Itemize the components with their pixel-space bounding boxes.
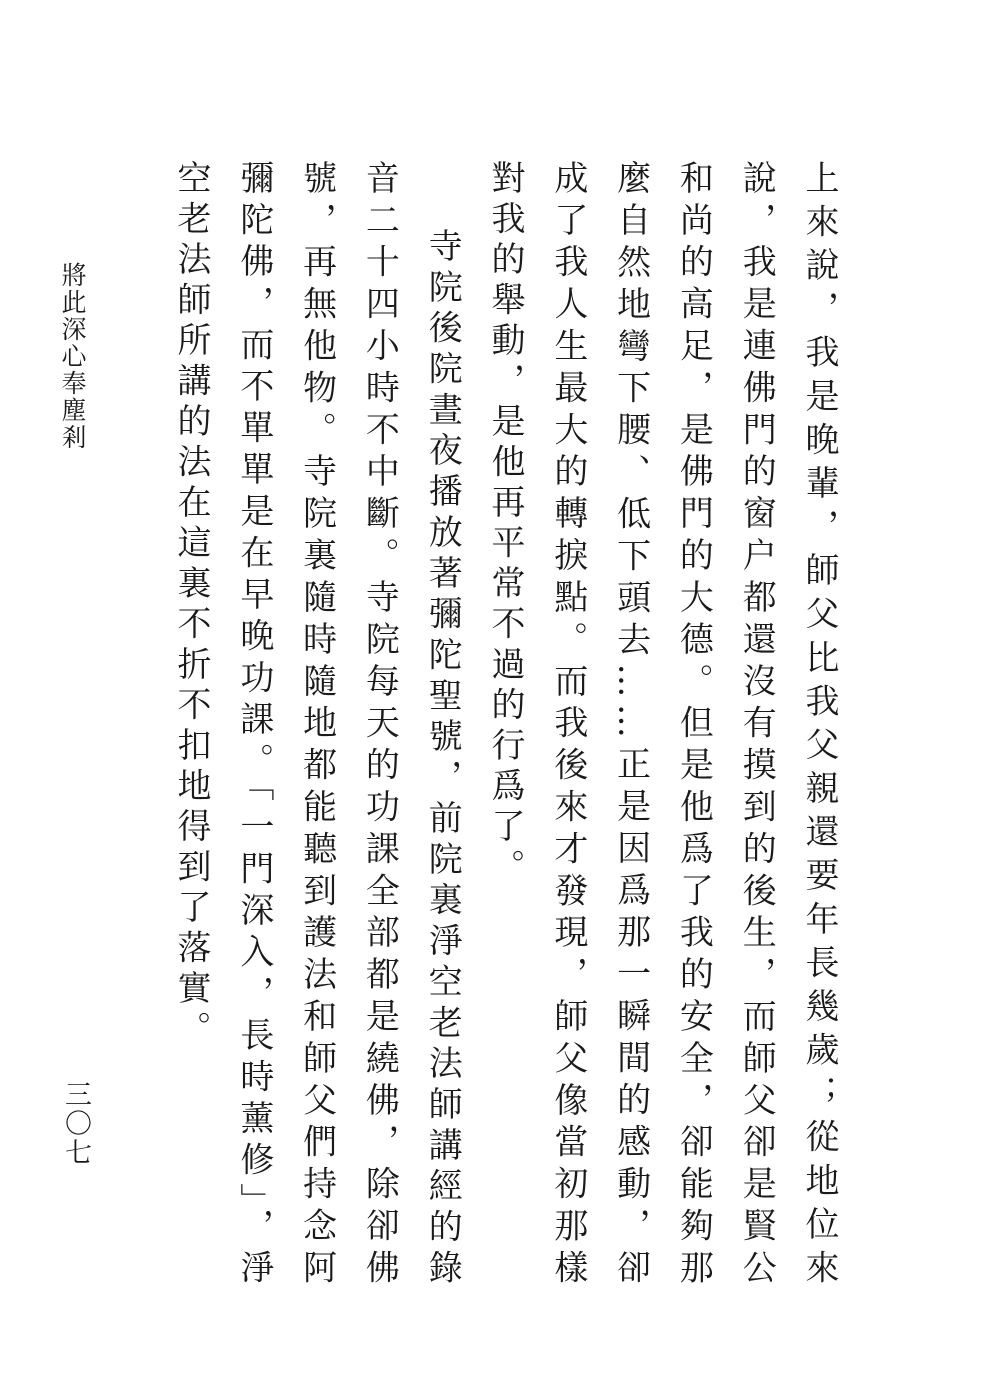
main-text-block (159, 160, 850, 1290)
running-head: 將此深心奉塵剎 (58, 262, 87, 451)
paragraph-continued: 上來說，我是晚輩，師父比我父親還要年長幾歲；從地位來說，我是連佛門的窗户都還沒有摸到的後生，而師父卻是賢公和尚的高足，是佛門的大德。但是他爲了我的安全，卻能夠那麼自然地彎下腰、低下頭去……正是因爲那一瞬間的感動，卻成了我人生最大的轉捩點。而我後來才發現，師父像當初那樣對我的舉動，是他再平常不過的行爲了。 (485, 160, 839, 1290)
page-number: 三〇七 (60, 1080, 91, 1167)
paragraph-temple-practice: 寺院後院晝夜播放著彌陀聖號，前院裏淨空老法師講經的錄音二十四小時不中斷。寺院每天的功課全部都是繞佛，除卻佛號，再無他物。寺院裏隨時隨地都能聽到護法和師父們持念阿彌陀佛，而不單單是在早晚功課。「一門深入，長時薰修」，淨空老法師所講的法在這裏不折不扣地得到了落實。 (171, 160, 463, 1290)
